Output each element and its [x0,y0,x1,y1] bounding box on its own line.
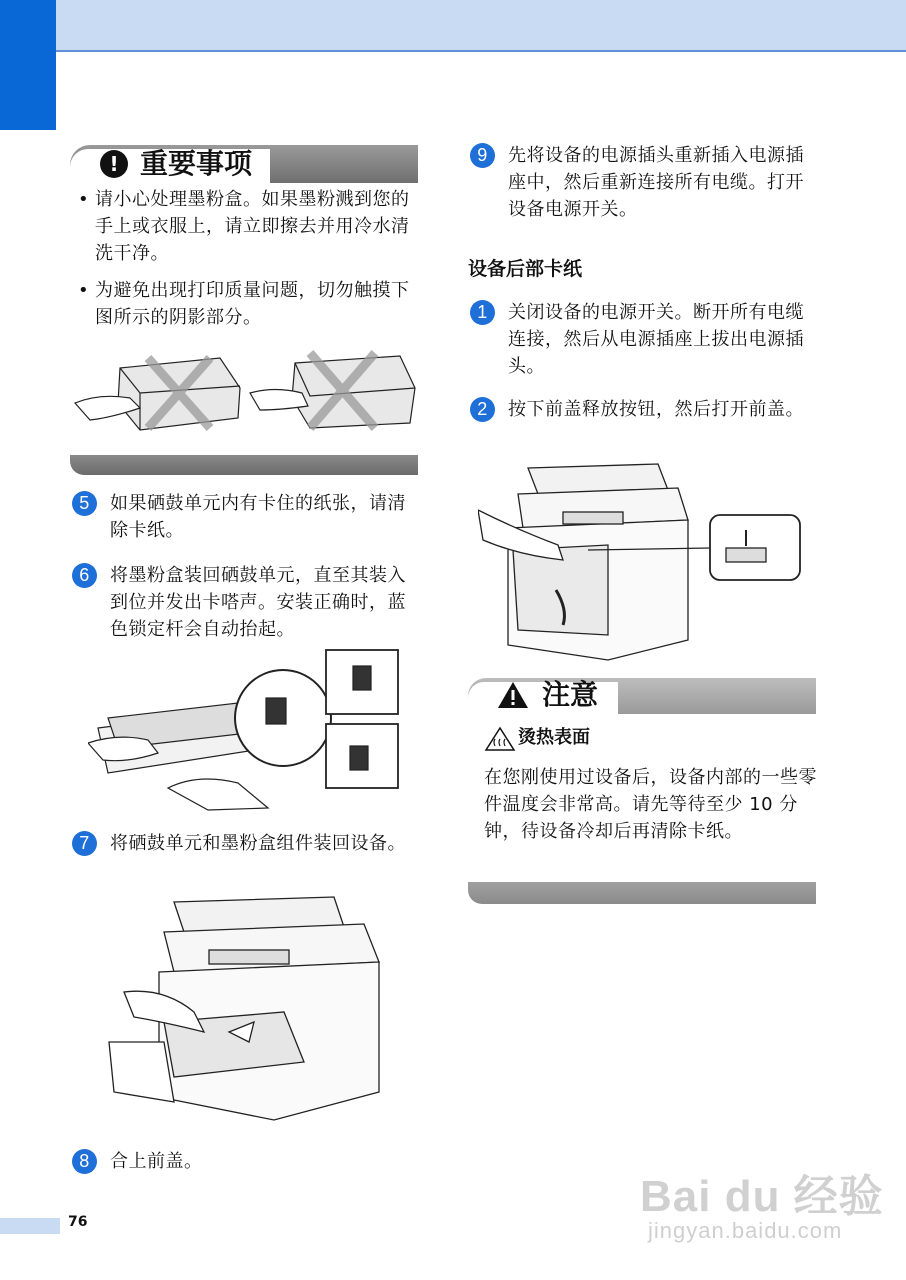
warning-triangle-icon [496,680,530,710]
step-number-badge: 6 [72,563,97,588]
step-number-badge: 9 [470,143,495,168]
baidu-watermark-url: jingyan.baidu.com [648,1218,843,1243]
baidu-watermark-logo: Bai du 经验 [640,1172,884,1221]
step-number-badge: 1 [470,300,495,325]
step-9 [470,142,816,226]
important-title: 重要事项 [140,147,253,180]
step-number-badge: 5 [72,491,97,516]
page-header-bar [0,0,906,52]
step-text: 关闭设备的电源开关。断开所有电缆连接，然后从电源插座上拔出电源插头。 [508,302,804,377]
step-number-badge: 2 [470,397,495,422]
printer-drum-install-figure [104,892,384,1124]
exclamation-icon: ! [100,150,128,178]
caution-subtitle: 烫热表面 [518,727,590,748]
step-number-badge: 8 [72,1149,97,1174]
chapter-tab [0,0,56,130]
step-text: 先将设备的电源插头重新插入电源插座中，然后重新连接所有电缆。打开设备电源开关。 [508,145,804,220]
caution-title: 注意 [542,678,599,711]
page-number-bar [0,1218,60,1234]
step-8 [72,1148,418,1178]
step-text: 合上前盖。 [110,1151,203,1172]
caution-body: 在您刚使用过设备后，设备内部的一些零件温度会非常高。请先等待至少 10 分钟，待设备冷却后再清除卡纸。 [484,767,817,842]
page-number: 76 [68,1214,88,1230]
toner-handling-figure [70,348,418,448]
important-bullet-2: • 为避免出现打印质量问题，切勿触摸下图所示的阴影部分。 [78,277,418,331]
rear-step-2 [470,396,816,456]
front-cover-open-figure [478,460,806,665]
toner-insertion-figure [88,648,403,813]
important-bullet-list [78,186,418,341]
hot-surface-icon [484,726,516,752]
important-bullet-1: • 请小心处理墨粉盒。如果墨粉溅到您的手上或衣服上，请立即擦去并用冷水清洗干净。 [78,186,418,267]
step-5 [72,490,418,550]
caution-footer-band [468,882,816,904]
step-number-badge: 7 [72,831,97,856]
step-text: 将墨粉盒装回硒鼓单元，直至其装入到位并发出卡嗒声。安装正确时，蓝色锁定杆会自动抬起。 [110,565,406,640]
step-text: 按下前盖释放按钮，然后打开前盖。 [508,399,804,420]
step-text: 如果硒鼓单元内有卡住的纸张，请清除卡纸。 [110,493,406,541]
rear-step-1 [470,299,816,383]
step-text: 将硒鼓单元和墨粉盒组件装回设备。 [110,833,406,854]
important-footer-band [70,455,418,475]
step-7 [72,830,418,890]
section-heading: 设备后部卡纸 [468,258,583,280]
step-6 [72,562,418,646]
